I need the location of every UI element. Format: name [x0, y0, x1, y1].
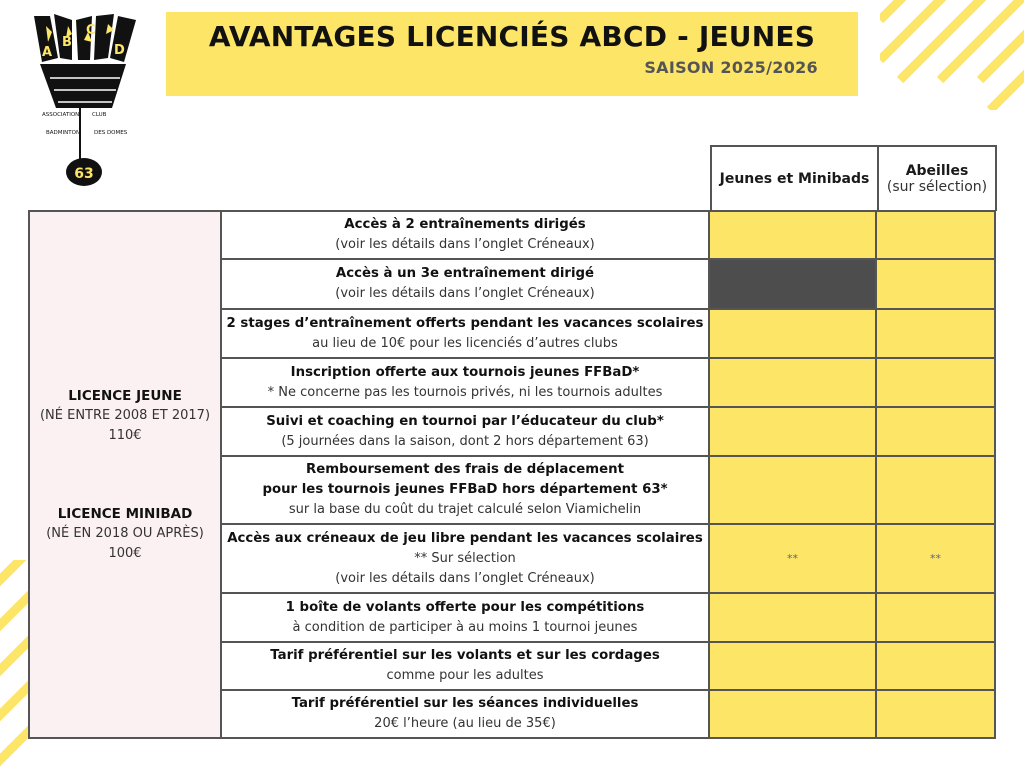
- table-row: [222, 359, 994, 408]
- cell-abeilles: [877, 408, 994, 455]
- advantage-detail: * Ne concerne pas les tournois privés, ni les tournois adultes: [267, 384, 663, 400]
- advantage-title: Accès aux créneaux de jeu libre pendant les vacances scolaires: [227, 530, 703, 546]
- licence-jeune-name: LICENCE JEUNE: [68, 387, 182, 404]
- advantage-detail-2: (voir les détails dans l’onglet Créneaux): [335, 570, 595, 586]
- advantage-description: [222, 457, 710, 523]
- cell-abeilles: [877, 457, 994, 523]
- table-row: [222, 408, 994, 457]
- cell-jeunes-minibads: [710, 408, 877, 455]
- logo-number: 63: [74, 166, 94, 182]
- advantage-title: Inscription offerte aux tournois jeunes FFBaD*: [290, 364, 640, 380]
- logo-letter-d: D: [114, 43, 125, 58]
- cell-abeilles: [877, 594, 994, 641]
- cell-jeunes-minibads: [710, 691, 877, 737]
- advantage-title: Tarif préférentiel sur les volants et sur les cordages: [270, 648, 660, 663]
- cell-jeunes-minibads: [710, 643, 877, 689]
- cell-abeilles: **: [877, 525, 994, 592]
- table-row: [222, 260, 994, 310]
- logo-letter-c: C: [86, 23, 96, 38]
- advantage-detail: à condition de participer à au moins 1 tournoi jeunes: [292, 619, 638, 635]
- column-header-jeunes-minibads: [712, 147, 879, 211]
- advantage-description: [222, 643, 710, 689]
- page-title: AVANTAGES LICENCIÉS ABCD - JEUNES: [208, 20, 816, 53]
- cell-abeilles: [877, 310, 994, 357]
- advantage-title: Accès à un 3e entraînement dirigé: [335, 266, 595, 281]
- advantage-detail: comme pour les adultes: [386, 668, 544, 683]
- advantage-detail: (voir les détails dans l’onglet Créneaux): [335, 286, 595, 301]
- cell-jeunes-minibads: [710, 359, 877, 406]
- logo-ring-text-2: BADMINTON: [46, 130, 81, 136]
- logo-ring-text-1: ASSOCIATION: [42, 112, 80, 118]
- table-row: [222, 212, 994, 260]
- cell-abeilles: [877, 212, 994, 258]
- logo-ring-text-4: DES DOMES: [94, 130, 128, 136]
- cell-abeilles: [877, 643, 994, 689]
- table-row: [222, 310, 994, 359]
- logo-ring-text-3: CLUB: [92, 112, 107, 118]
- season-subtitle: SAISON 2025/2026: [644, 58, 818, 77]
- advantage-description: [222, 260, 710, 308]
- cell-jeunes-minibads: **: [710, 525, 877, 592]
- advantage-title: Tarif préférentiel sur les séances individuelles: [291, 696, 639, 711]
- advantage-title: 1 boîte de volants offerte pour les compétitions: [285, 599, 645, 615]
- cell-jeunes-minibads: [710, 457, 877, 523]
- title-banner: [166, 12, 858, 96]
- licence-minibad-name: LICENCE MINIBAD: [57, 505, 193, 522]
- logo-letter-a: A: [42, 45, 53, 60]
- advantage-title: 2 stages d’entraînement offerts pendant les vacances scolaires: [226, 315, 704, 331]
- advantage-description: [222, 212, 710, 258]
- advantage-title: Accès à 2 entraînements dirigés: [344, 217, 586, 232]
- column-header-abeilles-sub: (sur sélection): [886, 179, 988, 195]
- advantage-detail: ** Sur sélection: [414, 550, 516, 566]
- advantage-title-line-2: pour les tournois jeunes FFBaD hors département 63*: [262, 482, 668, 497]
- advantage-description: [222, 408, 710, 455]
- advantages-table: [28, 210, 996, 739]
- column-header-abeilles: [879, 147, 997, 211]
- advantage-title: Remboursement des frais de déplacement: [306, 462, 624, 477]
- table-row: [222, 691, 994, 737]
- advantage-description: [222, 359, 710, 406]
- table-row: [222, 525, 994, 594]
- licence-jeune-price: 110€: [108, 427, 142, 443]
- table-row: [222, 594, 994, 643]
- column-header-jeunes-minibads-label: Jeunes et Minibads: [719, 171, 870, 187]
- column-headers: [710, 145, 997, 211]
- advantage-detail: 20€ l’heure (au lieu de 35€): [374, 716, 556, 731]
- licence-jeune: [40, 386, 210, 446]
- licence-minibad-detail: (NÉ EN 2018 OU APRÈS): [46, 525, 204, 541]
- advantage-description: [222, 525, 710, 592]
- cell-abeilles: [877, 260, 994, 308]
- cell-jeunes-minibads-unavailable: [710, 260, 877, 308]
- advantage-detail: (voir les détails dans l’onglet Créneaux): [335, 237, 595, 252]
- licence-jeune-detail: (NÉ ENTRE 2008 ET 2017): [39, 407, 211, 423]
- cell-jeunes-minibads: [710, 594, 877, 641]
- advantage-description: [222, 310, 710, 357]
- table-row: [222, 643, 994, 691]
- logo-letter-b: B: [62, 35, 72, 50]
- advantage-detail: sur la base du coût du trajet calculé selon Viamichelin: [288, 502, 642, 517]
- advantage-detail: (5 journées dans la saison, dont 2 hors département 63): [281, 433, 649, 449]
- cell-jeunes-minibads: [710, 212, 877, 258]
- advantage-title: Suivi et coaching en tournoi par l’éducateur du club*: [266, 413, 664, 429]
- advantage-detail: au lieu de 10€ pour les licenciés d’autres clubs: [312, 335, 618, 351]
- abcd-shuttlecock-logo: [28, 12, 140, 192]
- cell-jeunes-minibads: [710, 310, 877, 357]
- advantage-description: [222, 594, 710, 641]
- table-row: [222, 457, 994, 525]
- advantage-rows: [222, 212, 994, 737]
- cell-abeilles: [877, 359, 994, 406]
- advantage-description: [222, 691, 710, 737]
- cell-abeilles: [877, 691, 994, 737]
- licence-column: [30, 212, 222, 737]
- licence-minibad-price: 100€: [108, 545, 142, 561]
- licence-minibad: [46, 504, 204, 564]
- column-header-abeilles-label: Abeilles: [905, 163, 969, 179]
- decorative-stripes-top: [880, 0, 1024, 110]
